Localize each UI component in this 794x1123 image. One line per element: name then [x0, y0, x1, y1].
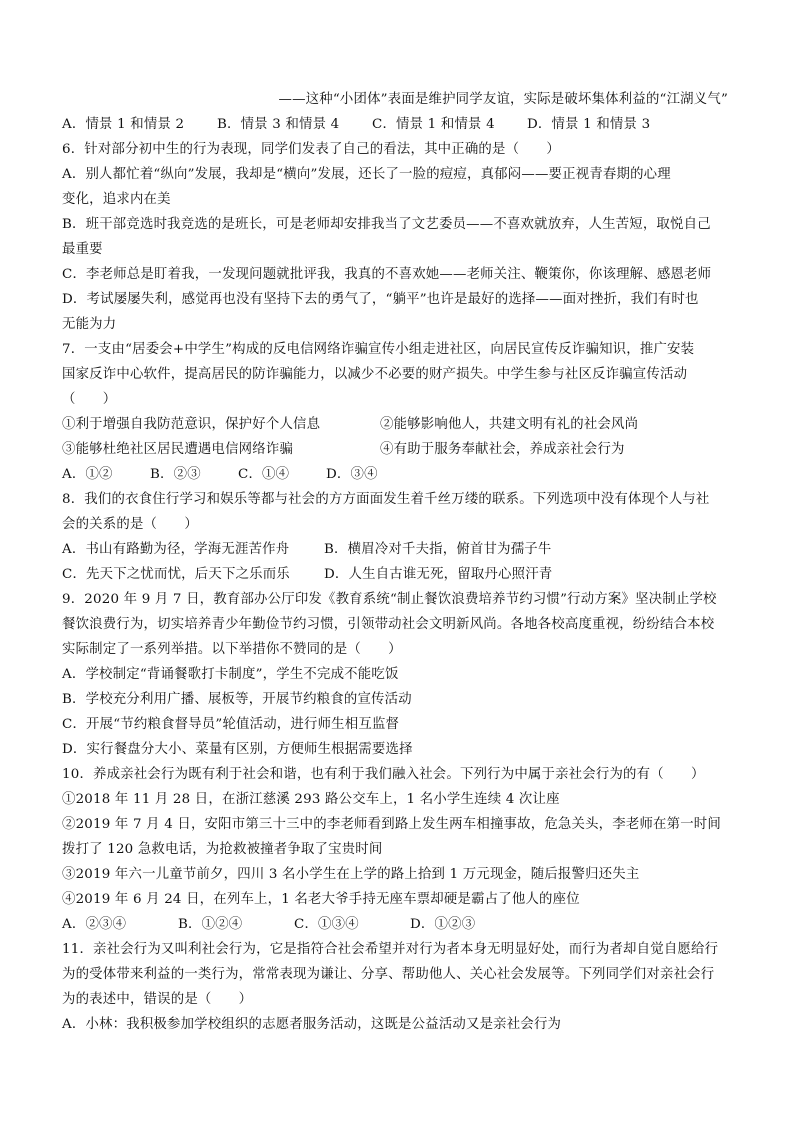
q7-option-d: D．③④	[326, 467, 378, 482]
q7-option-b: B．②③	[150, 467, 201, 482]
q10-option-d: D．①②③	[410, 917, 476, 932]
q5-option-c: C．情景 1 和情景 4	[372, 117, 495, 132]
q9-stem-line3: 实际制定了一系列举措。以下举措你不赞同的是（ ）	[62, 642, 402, 657]
q9-option-b: B．学校充分利用广播、展板等，开展节约粮食的宣传活动	[62, 692, 412, 707]
q6-option-c: C．李老师总是盯着我，一发现问题就批评我，我真的不喜欢她——老师关注、鞭策你，你该理解、感恩老师	[62, 267, 712, 282]
q7-stem-line3: （ ）	[62, 392, 117, 407]
q5-option-d: D．情景 1 和情景 3	[527, 117, 651, 132]
q6-option-a-line2: 变化，追求内在美	[62, 192, 171, 207]
q6-stem: 6．针对部分初中生的行为表现，同学们发表了自己的看法，其中正确的是（ ）	[62, 142, 560, 157]
q9-option-d: D．实行餐盘分大小、菜量有区别，方便师生根据需要选择	[62, 742, 413, 757]
q10-option-c: C．①③④	[294, 917, 359, 932]
q10-option-b: B．①②④	[178, 917, 243, 932]
q6-option-b-line2: 最重要	[62, 242, 103, 257]
q9-option-c: C．开展“节约粮食督导员”轮值活动，进行师生相互监督	[62, 717, 400, 732]
q10-stem: 10．养成亲社会行为既有利于社会和谐，也有利于我们融入社会。下列行为中属于亲社会行为的有（ ）	[62, 767, 705, 782]
q11-option-a: A．小林：我积极参加学校组织的志愿者服务活动，这既是公益活动又是亲社会行为	[62, 1017, 562, 1032]
q7-statements-row2	[62, 437, 734, 462]
q7-statement-2: ②能够影响他人，共建文明有礼的社会风尚	[380, 417, 639, 432]
q8-option-b: B．横眉冷对千夫指，俯首甘为孺子牛	[324, 542, 552, 557]
q10-options	[62, 912, 734, 937]
q8-options-row2	[62, 562, 734, 587]
q7-statement-3: ③能够杜绝社区居民遭遇电信网络诈骗	[62, 442, 294, 457]
q10-statement-1: ①2018 年 11 月 28 日，在浙江慈溪 293 路公交车上，1 名小学生连续 4 次让座	[62, 792, 560, 807]
q7-option-c: C．①④	[238, 467, 290, 482]
q6-option-d-line1: D．考试屡屡失利，感觉再也没有坚持下去的勇气了，“躺平”也许是最好的选择——面对挫折，我们有时也	[62, 292, 699, 307]
q8-option-c: C．先天下之忧而忧，后天下之乐而乐	[62, 567, 290, 582]
q5-option-b: B．情景 3 和情景 4	[217, 117, 340, 132]
q10-statement-4: ④2019 年 6 月 24 日，在列车上，1 名老大爷手持无座车票却硬是霸占了他人的座位	[62, 892, 580, 907]
q10-option-a: A．②③④	[62, 917, 127, 932]
q11-stem-line1: 11．亲社会行为又叫利社会行为，它是指符合社会希望并对行为者本身无明显好处，而行为者却自觉自愿给行	[62, 942, 719, 957]
q8-option-a: A．书山有路勤为径，学海无涯苦作舟	[62, 542, 290, 557]
q10-statement-2-line1: ②2019 年 7 月 4 日，安阳市第三十三中的李老师看到路上发生两车相撞事故，危急关头，李老师在第一时间	[62, 817, 721, 832]
exam-page	[62, 87, 734, 1037]
q7-statement-4: ④有助于服务奉献社会，养成亲社会行为	[380, 442, 625, 457]
q8-stem-line1: 8．我们的衣食住行学习和娱乐等都与社会的方方面面发生着千丝万缕的联系。下列选项中没有体现个人与社	[62, 492, 710, 507]
q9-option-a: A．学校制定“背诵餐歌打卡制度”，学生不完成不能吃饭	[62, 667, 399, 682]
q7-options	[62, 462, 734, 487]
q7-stem-line2: 国家反诈中心软件，提高居民的防诈骗能力，以减少不必要的财产损失。中学生参与社区反诈骗宣传活动	[62, 367, 688, 382]
q7-statement-1: ①利于增强自我防范意识，保护好个人信息	[62, 417, 321, 432]
q10-statement-2-line2: 拨打了 120 急救电话，为抢救被撞者争取了宝贵时间	[62, 842, 383, 857]
intro-quote: ——这种“小团体”表面是维护同学友谊，实际是破坏集体利益的“江湖义气”	[278, 92, 728, 107]
q6-option-a-line1: A．别人都忙着“纵向”发展，我却是“横向”发展，还长了一脸的痘痘，真郁闷——要正视青春期的心理	[62, 167, 671, 182]
q8-stem-line2: 会的关系的是（ ）	[62, 517, 198, 532]
q7-option-a: A．①②	[62, 467, 113, 482]
q5-options	[62, 112, 734, 137]
q11-stem-line3: 为的表述中，错误的是（ ）	[62, 992, 253, 1007]
q9-stem-line1: 9．2020 年 9 月 7 日，教育部办公厅印发《教育系统“制止餐饮浪费培养节约习惯”行动方案》坚决制止学校	[62, 592, 717, 607]
q8-option-d: D．人生自古谁无死，留取丹心照汗青	[324, 567, 553, 582]
q10-statement-3: ③2019 年六一儿童节前夕，四川 3 名小学生在上学的路上拾到 1 万元现金，随后报警归还失主	[62, 867, 640, 882]
q5-option-a: A．情景 1 和情景 2	[62, 117, 185, 132]
q7-stem-line1: 7．一支由“居委会+中学生”构成的反电信网络诈骗宣传小组走进社区，向居民宣传反诈骗知识，推广安装	[62, 342, 695, 357]
q8-options-row1	[62, 537, 734, 562]
q9-stem-line2: 餐饮浪费行为，切实培养青少年勤俭节约习惯，引领带动社会文明新风尚。各地各校高度重视，纷纷结合本校	[62, 617, 715, 632]
q7-statements-row1	[62, 412, 734, 437]
q11-stem-line2: 为的受体带来利益的一类行为，常常表现为谦让、分享、帮助他人、关心社会发展等。下列同学们对亲社会行	[62, 967, 715, 982]
q6-option-d-line2: 无能为力	[62, 317, 117, 332]
q6-option-b-line1: B．班干部竞选时我竞选的是班长，可是老师却安排我当了文艺委员——不喜欢就放弃，人生苦短，取悦自己	[62, 217, 711, 232]
